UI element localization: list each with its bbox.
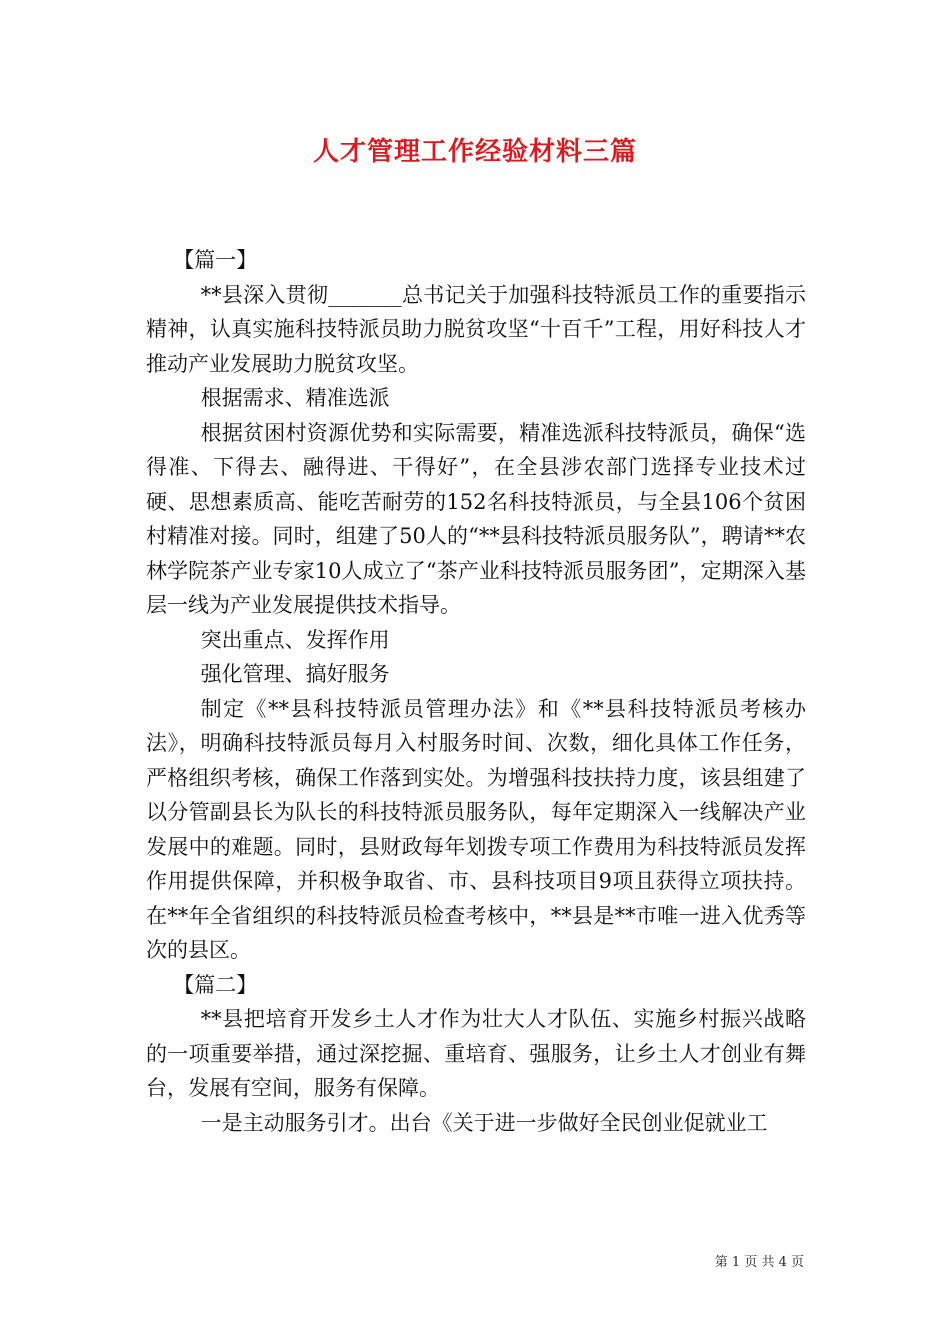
paragraph: 一是主动服务引才。出台《关于进一步做好全民创业促就业工: [200, 1110, 768, 1135]
section-label-1: 【篇一】: [173, 248, 258, 272]
section-label-2: 【篇二】: [173, 972, 258, 997]
paragraph: 根据贫困村资源优势和实际需要，精准选派科技特派员，确保“选得准、下得去、融得进、干得好”，在全县涉农部门选择专业技术过硬、思想素质高、能吃苦耐劳的152名科技特派员，与全县106个贫困村精准对接。同时，组建了50人的“**县科技特派员服务队”，聘请**农林学院茶产业专家10人成立了“茶产业科技特派员服务团”，定期深入基层一线为产业发展提供技术指导。: [146, 420, 806, 617]
paragraph: **县深入贯彻_______总书记关于加强科技特派员工作的重要指示精神，认真实施科技特派员助力脱贫攻坚“十百千”工程，用好科技人才推动产业发展助力脱贫攻坚。: [146, 282, 806, 376]
subheading: 根据需求、精准选派: [200, 386, 390, 410]
paragraph: 制定《**县科技特派员管理办法》和《**县科技特派员考核办法》，明确科技特派员每月入村服务时间、次数，细化具体工作任务，严格组织考核，确保工作落到实处。为增强科技扶持力度，该县组建了以分管副县长为队长的科技特派员服务队，每年定期深入一线解决产业发展中的难题。同时，县财政每年划拨专项工作费用为科技特派员发挥作用提供保障，并积极争取省、市、县科技项目9项且获得立项扶持。在**年全省组织的科技特派员检查考核中，**县是**市唯一进入优秀等次的县区。: [146, 696, 806, 962]
document-title: 人才管理工作经验材料三篇: [312, 137, 637, 167]
document-body: [146, 243, 806, 1140]
page-number: 第 1 页 共 4 页: [714, 1255, 804, 1270]
subheading: 强化管理、搞好服务: [200, 662, 390, 686]
subheading: 突出重点、发挥作用: [200, 627, 390, 652]
paragraph: **县把培育开发乡土人才作为壮大人才队伍、实施乡村振兴战略的一项重要举措，通过深挖掘、重培育、强服务，让乡土人才创业有舞台，发展有空间，服务有保障。: [146, 1007, 806, 1100]
